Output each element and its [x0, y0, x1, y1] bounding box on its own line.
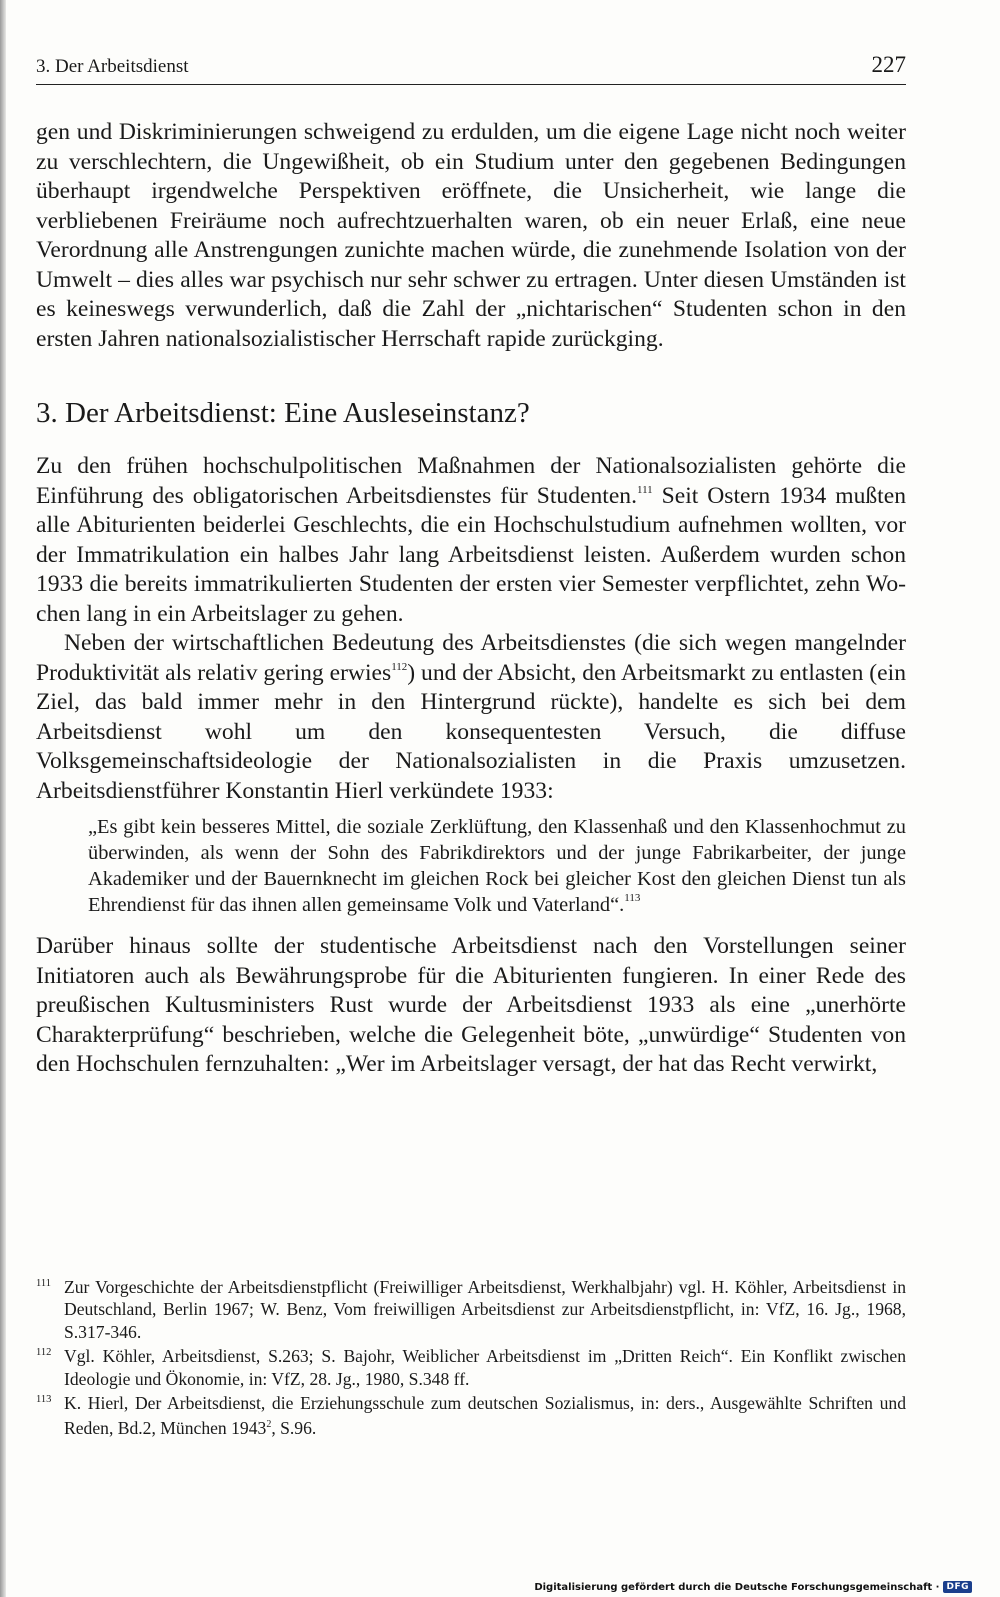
paragraph-text: ) und der Absicht, den Arbeitsmarkt zu entlasten (ein Ziel, das bald immer mehr in den Hintergrund rückte), handelte es sich bei dem Arbeitsdienst wohl um den konsequentesten Versuch, die diffuse Volksgemeinschaftsideologie der Nationalsozialisten in die Praxis umzusetzen. Arbeitsdienstführer Konstantin Hierl verkündete 1933:: [36, 659, 906, 804]
paragraph-continued: gen und Diskriminierungen schweigend zu erdulden, um die eigene Lage nicht noch weiter zu verschlechtern, die Ungewißheit, ob ein Studium unter den gegebenen Bedingungen überhaupt irgendwelche Perspektiven eröffnete, die Unsicherheit, wie lange die verbliebenen Freiräume noch aufrechtzuerhalten waren, ob ein neuer Erlaß, eine neue Verordnung alle Anstrengungen zunichte machen würde, die zunehmende Isolation von der Umwelt – dies alles war psychisch nur sehr schwer zu ertragen. Unter diesen Umständen ist es keineswegs verwunderlich, daß die Zahl der „nichtarischen“ Studenten schon in den ersten Jahren nationalsozialistischer Herrschaft rapide zurückging.: [36, 119, 906, 352]
main-text: [36, 118, 906, 1080]
footnote-ref[interactable]: 113: [624, 892, 641, 904]
page-edge-shadow: [0, 0, 6, 1597]
paragraph-text: Neben der wirtschaftlichen Bedeutung des Arbeitsdienstes (die sich wegen mangelnder Produktivität als relativ gering erwies: [36, 630, 906, 686]
footnote-ref[interactable]: 112: [391, 660, 408, 673]
footnote-text: Zur Vorgeschichte der Arbeitsdienstpflicht (Freiwilliger Arbeitsdienst, Werkhalbjahr) vgl. H. Köhler, Arbeitsdienst in Deutschland, Berlin 1967; W. Benz, Vom freiwilligen Arbeitsdienst zur Arbeitsdienstpflicht, in: VfZ, 16. Jg., 1968, S.317-346.: [64, 1277, 906, 1342]
block-quote: [88, 814, 906, 918]
footnote-ref[interactable]: 111: [637, 483, 653, 496]
paragraph: [36, 629, 906, 806]
footnote-number: 113: [36, 1394, 52, 1406]
edition-superscript: 2: [266, 1419, 272, 1431]
footnote: [36, 1392, 906, 1440]
footnote-text: , S.96.: [271, 1418, 317, 1439]
footnote-text: K. Hierl, Der Arbeitsdienst, die Erziehungsschule zum deutschen Sozialismus, in: ders., Ausgewählte Schriften und Reden, Bd.2, München 1943: [64, 1393, 906, 1439]
quote-text: „Es gibt kein besseres Mittel, die soziale Zerklüftung, den Klassenhaß und den Klassenhochmut zu überwinden, als wenn der Sohn des Fabrikdirektors und der junge Fabrikarbeiter, der junge Akademiker und der Bauernknecht im gleichen Rock bei gleicher Kost den gleichen Dienst tun als Ehrendienst für das ihnen allen gemeinsame Volk und Vaterland“.: [88, 816, 906, 916]
paragraph-text: Seit Ostern 1934 mußten alle Abiturienten beiderlei Geschlechts, die ein Hochschulstudium aufnehmen wollten, vor der Immatrikulation ein halbes Jahr lang Arbeitsdienst leisten. Außerdem wurden schon 1933 die bereits immatrikulierten Studenten der ersten vier Semester verpflichtet, zehn Wochen lang in ein Arbeitslager zu gehen.: [36, 482, 906, 627]
footnote: [36, 1276, 906, 1343]
paragraph-text: Zu den frühen hochschulpolitischen Maßnahmen der Nationalsozialisten gehörte die Einführung des obligatorischen Arbeitsdienstes für Studenten.: [36, 453, 906, 509]
footnote: [36, 1345, 906, 1390]
footnote-text: Vgl. Köhler, Arbeitsdienst, S.263; S. Bajohr, Weiblicher Arbeitsdienst im „Dritten Reich“. Ein Konflikt zwischen Ideologie und Ökonomie, in: VfZ, 28. Jg., 1980, S.348 ff.: [64, 1346, 906, 1389]
section-heading: 3. Der Arbeitsdienst: Eine Ausleseinstanz?: [36, 397, 530, 429]
running-head-title: 3. Der Arbeitsdienst: [36, 56, 189, 77]
page-number: 227: [871, 52, 906, 77]
digitization-credit: [534, 1581, 972, 1593]
footnote-number: 112: [36, 1347, 52, 1359]
footnote-number: 111: [36, 1278, 51, 1289]
dfg-logo-icon: DFG: [943, 1581, 972, 1593]
paragraph: Darüber hinaus sollte der studentische Arbeitsdienst nach den Vorstellungen seiner Initiatoren auch als Bewährungsprobe für die Abiturienten fungieren. In einer Rede des preußischen Kultusministers Rust wurde der Arbeitsdienst 1933 als eine „unerhörte Charakterprüfung“ beschrieben, welche die Gelegenheit böte, „unwürdige“ Studenten von den Hochschulen fernzuhalten: „Wer im Arbeitslager versagt, der hat das Recht verwirkt,: [36, 933, 906, 1077]
credit-text: Digitalisierung gefördert durch die Deutsche Forschungsgemeinschaft ·: [534, 1581, 940, 1593]
running-head: [36, 52, 906, 85]
footnotes: [36, 1276, 906, 1442]
paragraph: [36, 452, 906, 629]
